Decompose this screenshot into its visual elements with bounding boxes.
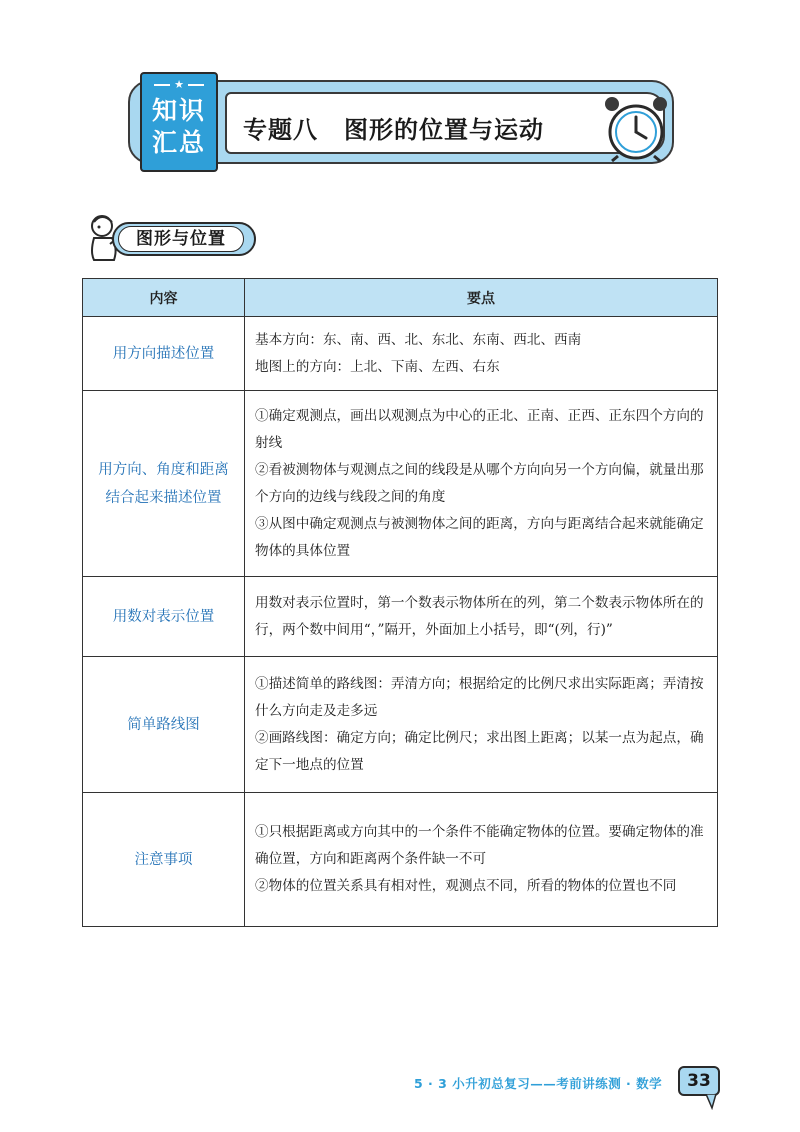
alarm-clock-icon <box>598 92 674 162</box>
content-line: ①描述简单的路线图：弄清方向；根据给定的比例尺求出实际距离；弄清按什么方向走及走多远 <box>255 675 704 719</box>
header-key-points: 要点 <box>245 279 718 317</box>
section-tag: 图形与位置 <box>118 226 244 252</box>
row-content <box>245 317 718 391</box>
badge-line-1: 知识 <box>151 96 206 125</box>
page-tab-icon <box>704 1094 718 1110</box>
table-row <box>83 391 718 577</box>
content-line: ①只根据距离或方向其中的一个条件不能确定物体的位置。要确定物体的准确位置，方向和距离两个条件缺一不可 <box>255 824 704 867</box>
row-content <box>245 793 718 927</box>
table-row <box>83 577 718 657</box>
content-line: 基本方向：东、南、西、北、东北、东南、西北、西南 <box>255 331 582 348</box>
content-line: ②看被测物体与观测点之间的线段是从哪个方向向另一个方向偏，就量出那个方向的边线与线段之间的角度 <box>255 461 704 505</box>
content-line: ①确定观测点，画出以观测点为中心的正北、正南、正西、正东四个方向的射线 <box>255 407 704 451</box>
table-header-row <box>83 279 718 317</box>
content-line: 用数对表示位置时，第一个数表示物体所在的列，第二个数表示物体所在的行，两个数中间用“，”隔开，外面加上小括号，即“(列，行)” <box>255 594 704 638</box>
content-line: ②画路线图：确定方向；确定比例尺；求出图上距离；以某一点为起点，确定下一地点的位置 <box>255 729 704 773</box>
content-line: ③从图中确定观测点与被测物体之间的距离，方向与距离结合起来就能确定物体的具体位置 <box>255 515 704 559</box>
title-topic-name: 图形的位置与运动 <box>344 116 544 144</box>
row-label: 注意事项 <box>83 793 245 927</box>
knowledge-summary-badge <box>140 72 218 172</box>
page-title <box>243 110 544 145</box>
title-topic-number: 专题八 <box>243 116 318 144</box>
star-icon: ★ <box>142 78 216 91</box>
knowledge-table <box>82 278 718 927</box>
row-label: 用方向描述位置 <box>83 317 245 391</box>
table-row <box>83 317 718 391</box>
table-row <box>83 657 718 793</box>
row-label: 用数对表示位置 <box>83 577 245 657</box>
header-content: 内容 <box>83 279 245 317</box>
row-label: 用方向、角度和距离结合起来描述位置 <box>83 391 245 577</box>
footer-book-title: 5 · 3 小升初总复习——考前讲练测 · 数学 <box>414 1076 663 1091</box>
page-number: 33 <box>678 1066 720 1096</box>
row-label: 简单路线图 <box>83 657 245 793</box>
row-content <box>245 391 718 577</box>
content-line: ②物体的位置关系具有相对性，观测点不同，所看的物体的位置也不同 <box>255 878 677 894</box>
row-content <box>245 657 718 793</box>
badge-line-2: 汇总 <box>151 128 206 157</box>
table-row <box>83 793 718 927</box>
content-line: 地图上的方向：上北、下南、左西、右东 <box>255 358 500 375</box>
row-content <box>245 577 718 657</box>
